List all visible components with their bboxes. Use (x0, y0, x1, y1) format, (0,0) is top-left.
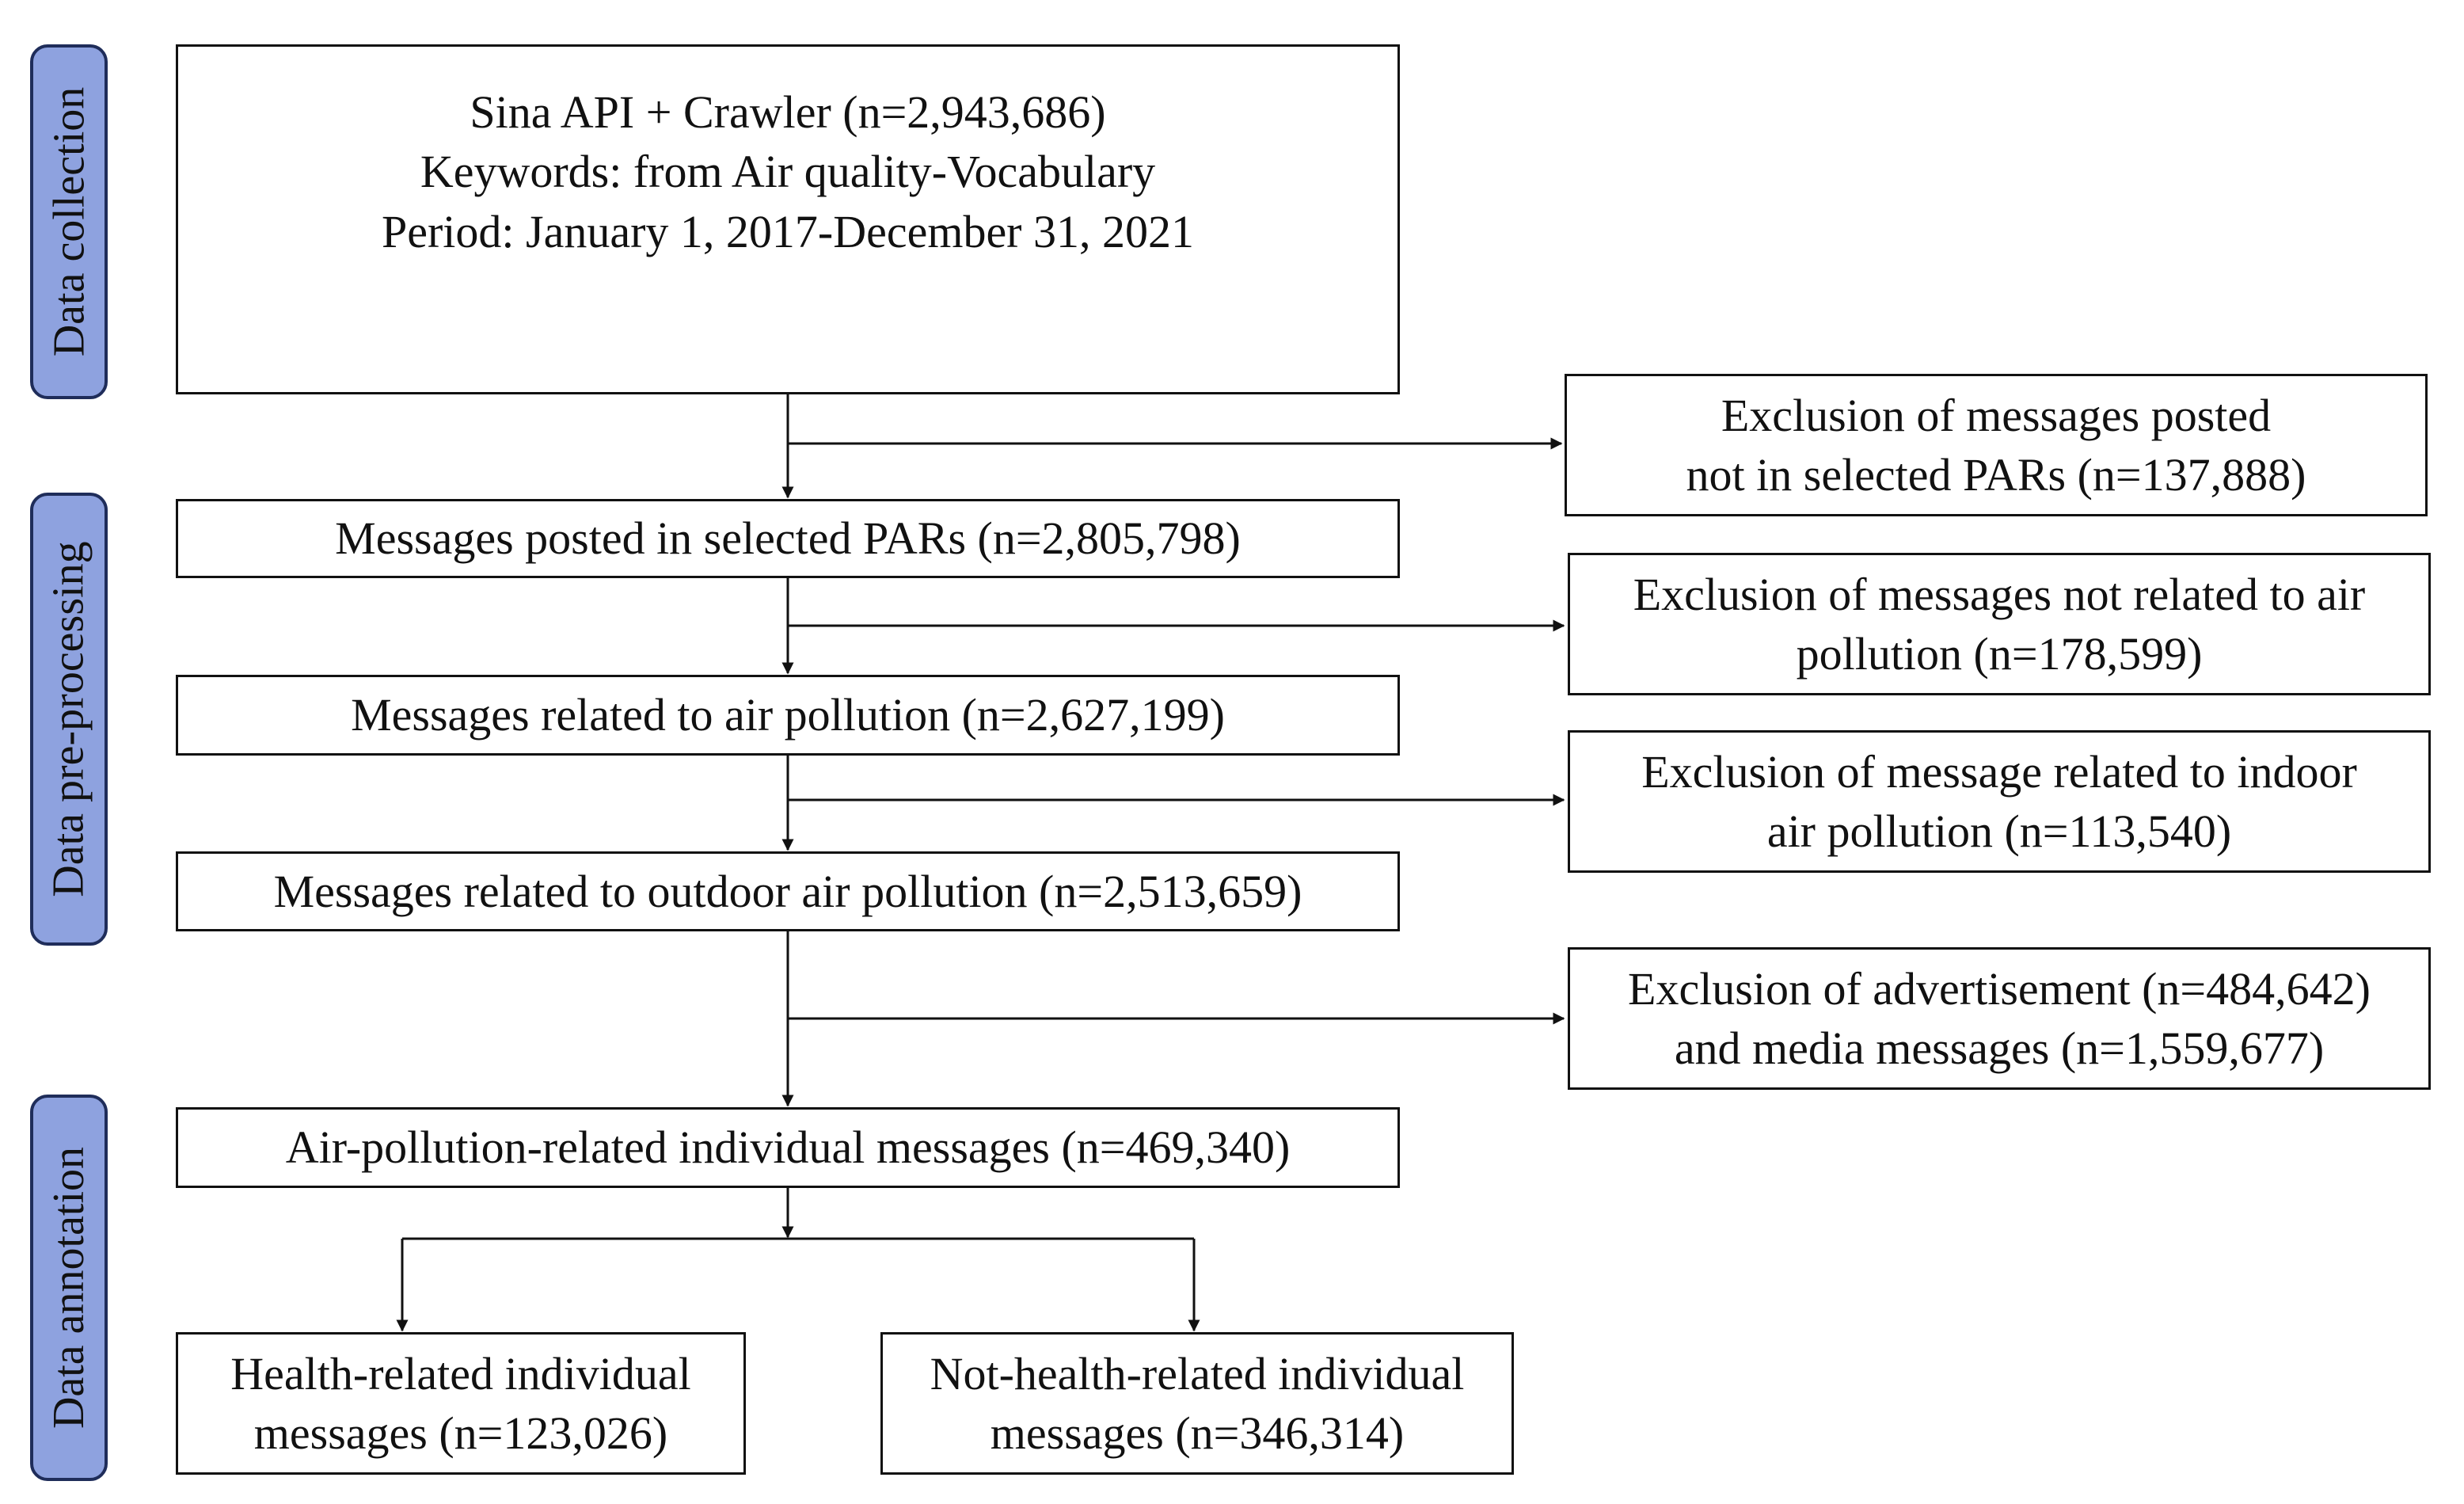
not-health-messages-line-1: Not-health-related individual (930, 1347, 1465, 1399)
source-line-1: Sina API + Crawler (n=2,943,686) (470, 86, 1106, 138)
air-pollution-messages-text: Messages related to air pollution (n=2,627,199) (351, 689, 1225, 741)
exclusion-not-air-pollution-box (1568, 553, 2431, 695)
air-pollution-messages-box (176, 675, 1400, 756)
source-line-2: Keywords: from Air quality-Vocabulary (420, 146, 1156, 198)
health-messages-line-2: messages (n=123,026) (253, 1407, 668, 1459)
exclusion-not-in-pars-line-2: not in selected PARs (n=137,888) (1686, 449, 2306, 501)
not-health-messages-box (880, 1332, 1514, 1475)
exclusion-not-air-pollution-line-1: Exclusion of messages not related to air (1633, 568, 2366, 620)
stage-label-data-annotation: Data annotation (44, 1146, 94, 1430)
exclusion-ads-media-box (1568, 947, 2431, 1090)
individual-messages-box (176, 1107, 1400, 1188)
par-messages-box (176, 499, 1400, 578)
health-messages-box (176, 1332, 746, 1475)
source-box (176, 44, 1400, 394)
exclusion-indoor-line-2: air pollution (n=113,540) (1766, 805, 2232, 857)
stage-label-data-preprocessing: Data pre-processing (44, 541, 93, 897)
individual-messages-text: Air-pollution-related individual messages (n=469,340) (285, 1121, 1291, 1174)
stage-label-data-collection: Data collection (44, 86, 94, 357)
exclusion-ads-media-line-2: and media messages (n=1,559,677) (1674, 1022, 2325, 1074)
exclusion-indoor-box (1568, 730, 2431, 873)
outdoor-messages-box (176, 851, 1400, 931)
par-messages-text: Messages posted in selected PARs (n=2,805,798) (335, 512, 1241, 565)
exclusion-not-in-pars-line-1: Exclusion of messages posted (1721, 389, 2272, 441)
source-line-3: Period: January 1, 2017-December 31, 2021 (381, 205, 1195, 257)
not-health-messages-line-2: messages (n=346,314) (990, 1407, 1405, 1459)
exclusion-ads-media-line-1: Exclusion of advertisement (n=484,642) (1628, 962, 2371, 1015)
exclusion-not-air-pollution-line-2: pollution (n=178,599) (1796, 628, 2203, 680)
exclusion-not-in-pars-box (1565, 374, 2428, 516)
outdoor-messages-text: Messages related to outdoor air pollution (n=2,513,659) (273, 865, 1302, 917)
exclusion-indoor-line-1: Exclusion of message related to indoor (1641, 745, 2357, 798)
health-messages-line-1: Health-related individual (230, 1347, 691, 1399)
